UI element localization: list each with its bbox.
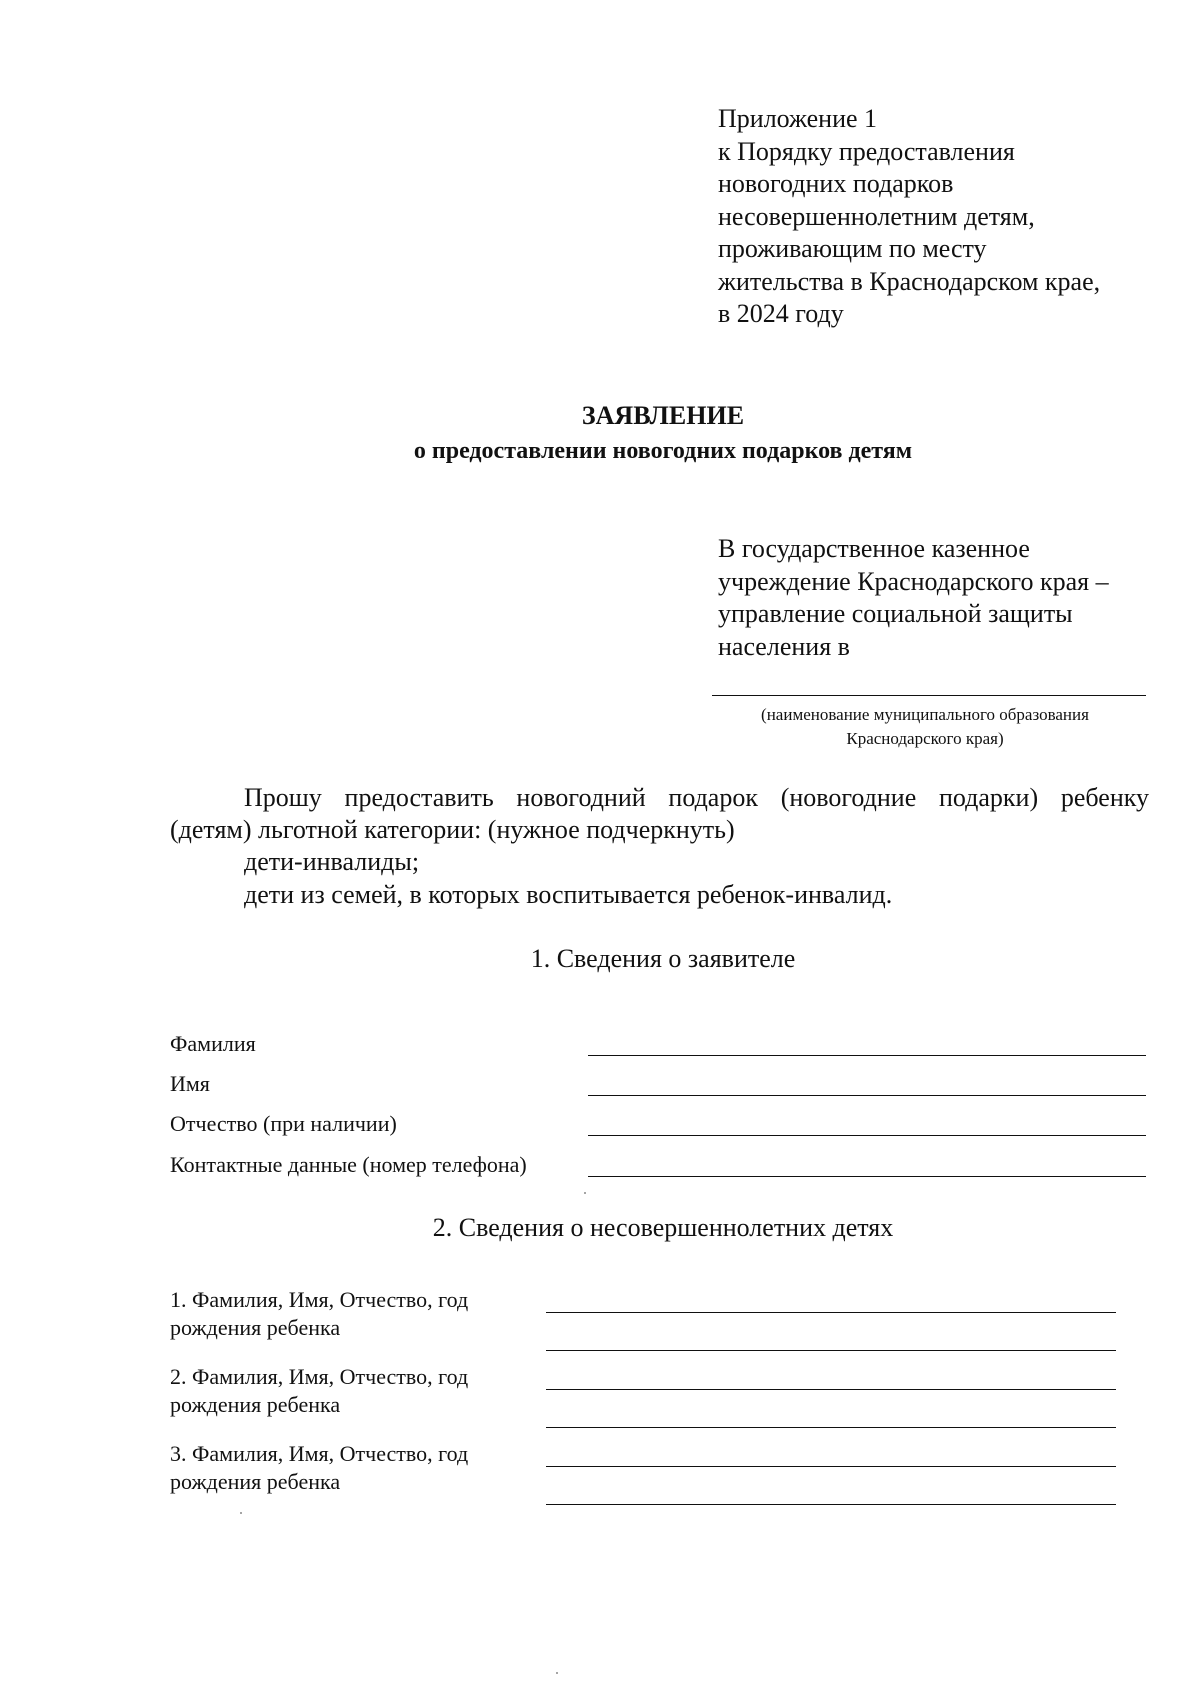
appendix-block: [718, 103, 1178, 331]
name-label: Имя: [170, 1071, 210, 1096]
appendix-line: новогодних подарков: [718, 169, 954, 198]
child-1-input-line-2[interactable]: [546, 1350, 1116, 1351]
appendix-line: несовершеннолетним детям,: [718, 201, 1035, 231]
child-3-input-line-2[interactable]: [546, 1504, 1116, 1505]
addressee-line: учреждение Краснодарского края –: [718, 566, 1109, 596]
request-line-2: (детям) льготной категории: (нужное подчеркнуть): [170, 815, 735, 844]
child-label-line: рождения ребенка: [170, 1469, 341, 1494]
appendix-line: к Порядку предоставления: [718, 136, 1015, 166]
category-option-disabled-children[interactable]: дети-инвалиды;: [244, 847, 420, 876]
child-2-input-line-1[interactable]: [546, 1389, 1116, 1390]
caption-line: (наименование муниципального образования: [761, 705, 1089, 724]
appendix-line: жительства в Краснодарском крае,: [718, 266, 1101, 296]
child-3-label: [170, 1440, 468, 1496]
document-title: ЗАЯВЛЕНИЕ: [581, 401, 745, 430]
child-label-line: рождения ребенка: [170, 1392, 341, 1417]
patronymic-label: Отчество (при наличии): [170, 1111, 397, 1136]
document-subtitle: о предоставлении новогодних подарков детям: [413, 438, 913, 464]
child-3-input-line-1[interactable]: [546, 1466, 1116, 1467]
appendix-line: Приложение 1: [718, 104, 878, 133]
child-1-input-line-1[interactable]: [546, 1312, 1116, 1313]
section-1-title: 1. Сведения о заявителе: [530, 944, 796, 973]
phone-input-line[interactable]: [588, 1176, 1146, 1177]
appendix-line: в 2024 году: [718, 299, 844, 328]
category-option-families[interactable]: дети из семей, в которых воспитывается ребенок-инвалид.: [244, 880, 893, 909]
scan-speck: [584, 1192, 586, 1194]
phone-label: Контактные данные (номер телефона): [170, 1152, 527, 1177]
addressee-block: [718, 533, 1178, 663]
child-label-line: 2. Фамилия, Имя, Отчество, год: [170, 1364, 469, 1389]
addressee-line: В государственное казенное: [718, 534, 1030, 563]
patronymic-input-line[interactable]: [588, 1135, 1146, 1136]
surname-input-line[interactable]: [588, 1055, 1146, 1056]
municipality-input-line[interactable]: [712, 695, 1146, 696]
addressee-line: управление социальной защиты: [718, 599, 1073, 628]
child-label-line: 1. Фамилия, Имя, Отчество, год: [170, 1287, 469, 1312]
child-2-label: [170, 1363, 468, 1419]
child-label-line: 3. Фамилия, Имя, Отчество, год: [170, 1441, 469, 1466]
section-2-title: 2. Сведения о несовершеннолетних детях: [432, 1213, 894, 1242]
caption-line: Краснодарского края): [846, 729, 1004, 748]
municipality-caption: [712, 703, 1138, 751]
request-line-1: Прошу предоставить новогодний подарок (новогодние подарки) ребенку: [244, 783, 1149, 812]
surname-label: Фамилия: [170, 1031, 256, 1056]
addressee-line: населения в: [718, 631, 850, 661]
name-input-line[interactable]: [588, 1095, 1146, 1096]
child-1-label: [170, 1286, 468, 1342]
child-2-input-line-2[interactable]: [546, 1427, 1116, 1428]
appendix-line: проживающим по месту: [718, 234, 987, 263]
scan-speck: [556, 1672, 558, 1674]
scan-speck: [240, 1512, 242, 1514]
child-label-line: рождения ребенка: [170, 1315, 341, 1340]
